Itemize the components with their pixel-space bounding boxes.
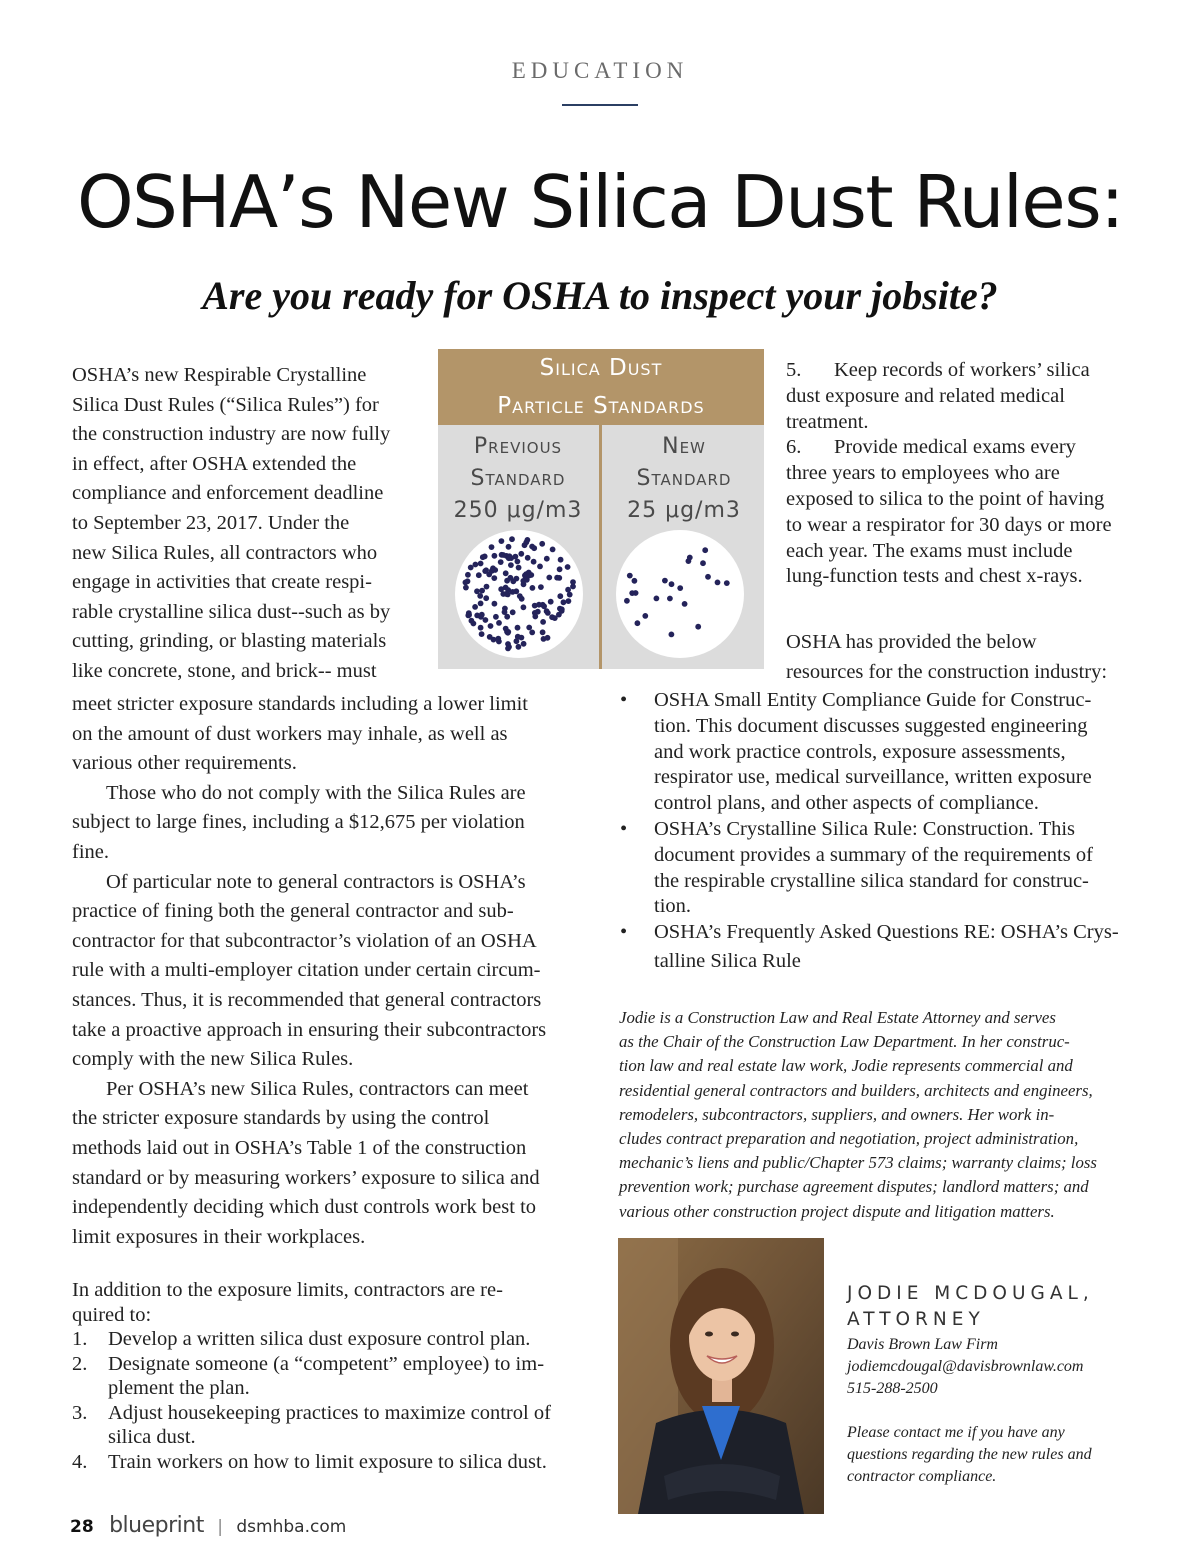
list-item-text: Provide medical exams every bbox=[834, 436, 1076, 459]
particle-dot bbox=[479, 588, 485, 594]
particle-dot bbox=[565, 587, 571, 593]
particle-dot bbox=[526, 573, 532, 579]
particle-dot bbox=[552, 615, 558, 621]
particle-dot bbox=[488, 623, 494, 629]
particle-dot bbox=[695, 624, 701, 630]
list-item-text: treatment. bbox=[786, 410, 869, 433]
particle-dot bbox=[531, 559, 537, 565]
body-line: Per OSHA’s new Silica Rules, contractors can meet bbox=[106, 1077, 529, 1100]
particle-dot bbox=[493, 614, 499, 620]
infographic-divider bbox=[599, 425, 602, 669]
new-particle-circle bbox=[615, 529, 745, 659]
particle-dot bbox=[654, 596, 660, 602]
particle-dot bbox=[466, 610, 472, 616]
body-line: Those who do not comply with the Silica Rules are bbox=[106, 781, 526, 804]
body-line: practice of fining both the general contractor and sub- bbox=[72, 900, 514, 923]
particle-dot bbox=[498, 586, 504, 592]
particle-dot bbox=[479, 631, 485, 637]
particle-dot bbox=[492, 553, 498, 559]
particle-dot bbox=[521, 604, 527, 610]
bio-line: mechanic’s liens and public/Chapter 573 claims; warranty claims; loss bbox=[619, 1153, 1097, 1173]
bullet-icon: • bbox=[620, 921, 628, 944]
particle-dot bbox=[536, 602, 542, 608]
particle-dot bbox=[521, 641, 527, 647]
article-subtitle: Are you ready for OSHA to inspect your jobsite? bbox=[202, 273, 998, 318]
particle-dot bbox=[516, 565, 522, 571]
body-line: take a proactive approach in ensuring their subcontractors bbox=[72, 1018, 547, 1041]
author-firm: Davis Brown Law Firm bbox=[847, 1336, 998, 1353]
particle-dot bbox=[541, 636, 547, 642]
particle-dot bbox=[558, 557, 564, 563]
particle-dot bbox=[548, 599, 554, 605]
particle-dot bbox=[506, 544, 512, 550]
particle-dot bbox=[627, 573, 633, 579]
resources-intro-line: resources for the construction industry: bbox=[786, 661, 1108, 683]
bullet-text: document provides a summary of the requirements of bbox=[654, 843, 1093, 866]
particle-dot bbox=[546, 575, 552, 581]
particle-dot bbox=[519, 596, 525, 602]
list-item-text: Develop a written silica dust exposure control plan. bbox=[108, 1328, 531, 1350]
intro-line: to September 23, 2017. Under the bbox=[72, 512, 350, 534]
bullet-text: respirator use, medical surveillance, written exposure bbox=[654, 766, 1092, 789]
particle-dot bbox=[624, 598, 630, 604]
particle-dot bbox=[514, 638, 520, 644]
particle-dot bbox=[561, 599, 567, 605]
body-line: rule with a multi-employer citation under certain circum- bbox=[72, 959, 541, 982]
particle-dot bbox=[476, 572, 482, 578]
intro-line: rable crystalline silica dust--such as by bbox=[72, 600, 391, 623]
particle-dot bbox=[468, 565, 474, 571]
article-title: OSHA’s New Silica Dust Rules: bbox=[77, 160, 1123, 244]
body-line: stances. Thus, it is recommended that general contractors bbox=[72, 989, 542, 1011]
bullet-text: tion. This document discusses suggested engineering bbox=[654, 714, 1088, 737]
particle-dot bbox=[484, 584, 490, 590]
particle-dot bbox=[642, 613, 648, 619]
particle-dot bbox=[700, 560, 706, 566]
particle-dot bbox=[487, 634, 493, 640]
requirements-intro-line: quired to: bbox=[72, 1303, 152, 1326]
particle-dot bbox=[483, 595, 489, 601]
particle-dot bbox=[486, 572, 492, 578]
intro-line: cutting, grinding, or blasting materials bbox=[72, 630, 387, 653]
new-standard-label bbox=[604, 431, 764, 527]
particle-dot bbox=[529, 630, 535, 636]
previous-value: 250 μg/m3 bbox=[453, 498, 583, 523]
bullet-text: control plans, and other aspects of compliance. bbox=[654, 792, 1039, 815]
footer-separator: | bbox=[217, 1517, 223, 1537]
list-item-text: Designate someone (a “competent” employee) to im- bbox=[108, 1352, 545, 1375]
author-name-line: JODIE MCDOUGAL, bbox=[847, 1283, 1094, 1304]
author-name bbox=[847, 1281, 1094, 1333]
bio-line: prevention work; purchase agreement disputes; landlord matters; and bbox=[619, 1177, 1089, 1197]
body-line: the stricter exposure standards by using the control bbox=[72, 1107, 490, 1130]
particle-dot bbox=[463, 580, 469, 586]
particle-dot bbox=[472, 604, 478, 610]
list-item-text: silica dust. bbox=[108, 1426, 196, 1448]
particle-dot bbox=[518, 551, 524, 557]
particle-dot bbox=[531, 545, 537, 551]
list-item-text: dust exposure and related medical bbox=[786, 384, 1065, 407]
author-note-line: contractor compliance. bbox=[847, 1468, 997, 1485]
particle-dot bbox=[682, 601, 688, 607]
requirements-intro-line: In addition to the exposure limits, contractors are re- bbox=[72, 1279, 503, 1301]
infographic-header bbox=[438, 349, 764, 425]
author-note-line: Please contact me if you have any bbox=[847, 1424, 1065, 1441]
bio-line: Jodie is a Construction Law and Real Estate Attorney and serves bbox=[619, 1008, 1056, 1027]
particle-dot bbox=[503, 591, 509, 597]
list-item-text: exposed to silica to the point of having bbox=[786, 488, 1105, 510]
body-line: meet stricter exposure standards including a lower limit bbox=[72, 693, 528, 715]
particle-dot bbox=[478, 561, 484, 567]
list-item-text: each year. The exams must include bbox=[786, 539, 1073, 562]
previous-standard-label bbox=[438, 431, 598, 527]
particle-dot bbox=[669, 632, 675, 638]
bullet-text: OSHA’s Crystalline Silica Rule: Construction. This bbox=[654, 818, 1076, 840]
author-contact bbox=[847, 1334, 1092, 1488]
particle-dot bbox=[505, 646, 511, 652]
intro-line: like concrete, stone, and brick-- must bbox=[72, 660, 377, 682]
bullet-icon: • bbox=[620, 689, 628, 711]
particle-dot bbox=[510, 609, 516, 615]
particle-dot bbox=[503, 570, 509, 576]
resources-intro-line: OSHA has provided the below bbox=[786, 631, 1037, 653]
particle-dot bbox=[667, 596, 673, 602]
bio-line: remodelers, subcontractors, suppliers, and owners. Her work in- bbox=[619, 1104, 1055, 1124]
standard-label: Standard bbox=[470, 466, 566, 491]
new-value: 25 μg/m3 bbox=[627, 498, 741, 523]
particle-dot bbox=[477, 593, 483, 599]
intro-line: compliance and enforcement deadline bbox=[72, 482, 384, 505]
infographic-title-line: Silica Dust bbox=[539, 355, 663, 381]
list-item-text: Train workers on how to limit exposure to silica dust. bbox=[108, 1450, 547, 1473]
particle-dot bbox=[550, 547, 556, 553]
list-item-number: 1. bbox=[72, 1328, 88, 1350]
particle-dot bbox=[505, 629, 511, 635]
particle-dot bbox=[557, 566, 563, 572]
bullet-text: talline Silica Rule bbox=[654, 950, 801, 972]
intro-line: new Silica Rules, all contractors who bbox=[72, 541, 378, 564]
particle-dot bbox=[544, 608, 550, 614]
author-phone: 515-288-2500 bbox=[847, 1380, 938, 1397]
body-line: various other requirements. bbox=[72, 752, 297, 775]
particle-dot bbox=[499, 538, 505, 544]
list-item-number: 2. bbox=[72, 1352, 88, 1375]
particle-dot bbox=[530, 585, 536, 591]
particle-dot bbox=[538, 584, 544, 590]
particle-dot bbox=[629, 590, 635, 596]
particle-dot bbox=[705, 574, 711, 580]
particle-dot bbox=[567, 592, 573, 598]
body-line: methods laid out in OSHA’s Table 1 of the construction bbox=[72, 1137, 527, 1159]
particle-dot bbox=[489, 544, 495, 550]
particle-dot bbox=[500, 552, 506, 558]
particle-dot bbox=[516, 644, 522, 650]
particle-dot bbox=[570, 579, 576, 585]
particle-dot bbox=[495, 636, 501, 642]
bio-line: various other construction project dispute and litigation matters. bbox=[619, 1201, 1055, 1221]
particle-dot bbox=[490, 565, 496, 571]
page-number: 28 bbox=[70, 1517, 94, 1537]
particle-dot bbox=[559, 608, 565, 614]
intro-line: the construction industry are now fully bbox=[72, 423, 391, 446]
particle-dot bbox=[519, 635, 525, 641]
list-item-number: 5. bbox=[786, 359, 802, 381]
bullet-text: OSHA’s Frequently Asked Questions RE: OSHA’s Crys- bbox=[654, 921, 1119, 944]
body-line: Of particular note to general contractors is OSHA’s bbox=[106, 870, 526, 893]
particle-dot bbox=[496, 620, 502, 626]
list-item-text: to wear a respirator for 30 days or more bbox=[786, 513, 1112, 536]
bullet-text: OSHA Small Entity Compliance Guide for Construc- bbox=[654, 689, 1092, 711]
site-url: dsmhba.com bbox=[236, 1517, 347, 1537]
author-title-line: ATTORNEY bbox=[847, 1309, 985, 1330]
list-item-text: Keep records of workers’ silica bbox=[834, 359, 1090, 381]
intro-line: OSHA’s new Respirable Crystalline bbox=[72, 364, 367, 386]
author-bio bbox=[619, 1006, 1139, 1224]
particle-dot bbox=[498, 559, 504, 565]
list-item-text: plement the plan. bbox=[108, 1377, 250, 1399]
particle-dot bbox=[523, 539, 529, 545]
body-line: subject to large fines, including a $12,675 per violation bbox=[72, 811, 525, 834]
section-label: EDUCATION bbox=[511, 58, 689, 83]
silica-infographic bbox=[438, 349, 764, 669]
body-line: contractor for that subcontractor’s violation of an OSHA bbox=[72, 929, 537, 952]
body-line: standard or by measuring workers’ exposure to silica and bbox=[72, 1166, 540, 1189]
page-footer bbox=[70, 1513, 346, 1538]
particle-dot bbox=[540, 619, 546, 625]
previous-label: Previous bbox=[473, 434, 563, 459]
body-line: on the amount of dust workers may inhale, as well as bbox=[72, 722, 508, 745]
particle-dot bbox=[557, 593, 563, 599]
intro-line: engage in activities that create respi- bbox=[72, 571, 372, 594]
list-item-number: 4. bbox=[72, 1450, 88, 1473]
particle-dot bbox=[508, 562, 514, 568]
particle-dot bbox=[506, 555, 512, 561]
particle-dot bbox=[677, 585, 683, 591]
particle-dot bbox=[513, 554, 519, 560]
particle-dot bbox=[510, 578, 516, 584]
particle-dot bbox=[491, 575, 497, 581]
previous-particle-circle bbox=[454, 529, 584, 659]
particle-dot bbox=[687, 555, 693, 561]
particle-dot bbox=[540, 629, 546, 635]
standard-label: Standard bbox=[636, 466, 732, 491]
particle-dot bbox=[515, 625, 521, 631]
bio-line: cludes contract preparation and negotiation, project administration, bbox=[619, 1129, 1079, 1149]
author-photo bbox=[618, 1238, 824, 1514]
particle-dot bbox=[478, 625, 484, 631]
particle-dot bbox=[480, 554, 486, 560]
particle-dot bbox=[471, 621, 477, 627]
particle-dot bbox=[532, 610, 538, 616]
bullet-icon: • bbox=[620, 818, 628, 840]
list-item-number: 6. bbox=[786, 436, 802, 459]
particle-dot bbox=[502, 609, 508, 615]
particle-dot bbox=[669, 581, 675, 587]
author-note-line: questions regarding the new rules and bbox=[847, 1446, 1092, 1463]
magazine-logo: blueprint bbox=[109, 1513, 204, 1538]
particle-dot bbox=[565, 564, 571, 570]
infographic-title-line: Particle Standards bbox=[497, 393, 705, 419]
particle-dot bbox=[463, 585, 469, 591]
particle-dot bbox=[544, 556, 550, 562]
list-item-text: three years to employees who are bbox=[786, 462, 1060, 485]
particle-dot bbox=[479, 612, 485, 618]
new-label: New bbox=[662, 434, 706, 459]
particle-dot bbox=[702, 547, 708, 553]
particle-dot bbox=[526, 625, 532, 631]
bullet-text: tion. bbox=[654, 895, 692, 918]
particle-dot bbox=[566, 598, 572, 604]
intro-line: in effect, after OSHA extended the bbox=[72, 452, 357, 475]
particle-dot bbox=[537, 564, 543, 570]
particle-dot bbox=[492, 601, 498, 607]
particle-dot bbox=[724, 580, 730, 586]
body-line: fine. bbox=[72, 841, 109, 863]
bio-line: residential general contractors and builders, architects and engineers, bbox=[619, 1080, 1093, 1100]
body-line: limit exposures in their workplaces. bbox=[72, 1225, 366, 1248]
list-item-text: lung-function tests and chest x-rays. bbox=[786, 565, 1083, 588]
particle-dot bbox=[525, 555, 531, 561]
body-line: comply with the new Silica Rules. bbox=[72, 1048, 354, 1071]
list-item-number: 3. bbox=[72, 1401, 88, 1424]
bio-line: tion law and real estate law work, Jodie represents commercial and bbox=[619, 1056, 1073, 1076]
section-rule bbox=[562, 104, 638, 106]
body-line: independently deciding which dust controls work best to bbox=[72, 1196, 537, 1219]
particle-dot bbox=[635, 620, 641, 626]
particle-dot bbox=[632, 578, 638, 584]
bio-line: as the Chair of the Construction Law Department. In her construc- bbox=[619, 1032, 1070, 1052]
particle-dot bbox=[509, 536, 515, 542]
particle-dot bbox=[662, 578, 668, 584]
particle-dot bbox=[465, 572, 471, 578]
intro-line: Silica Dust Rules (“Silica Rules”) for bbox=[72, 393, 379, 416]
particle-dot bbox=[554, 575, 560, 581]
list-item-text: Adjust housekeeping practices to maximize control of bbox=[108, 1401, 551, 1424]
particle-dot bbox=[715, 580, 721, 586]
particle-dot bbox=[539, 541, 545, 547]
bullet-text: the respirable crystalline silica standard for construc- bbox=[654, 869, 1089, 892]
bullet-text: and work practice controls, exposure assessments, bbox=[654, 740, 1066, 763]
author-email: jodiemcdougal@davisbrownlaw.com bbox=[847, 1358, 1084, 1375]
particle-dot bbox=[478, 601, 484, 607]
